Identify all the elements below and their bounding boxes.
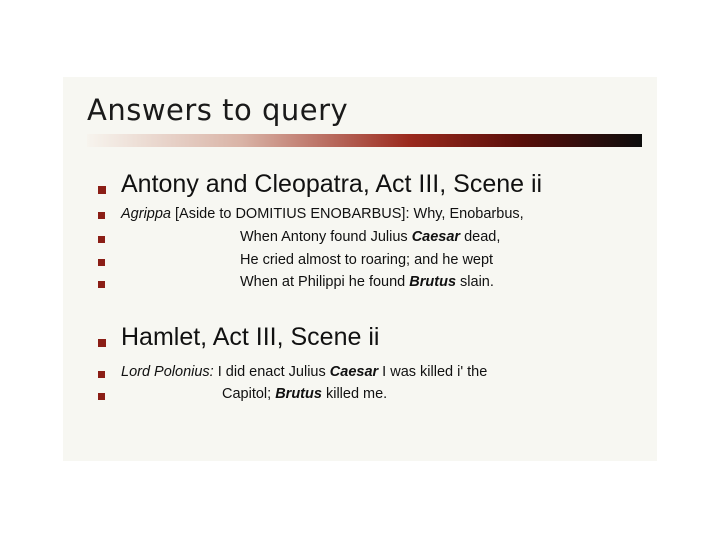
bullet-icon — [98, 393, 105, 400]
section-heading-hamlet: Hamlet, Act III, Scene ii — [121, 323, 380, 351]
bullet-icon — [98, 259, 105, 266]
speaker-name: Lord Polonius: — [121, 364, 214, 380]
quote-line-3: He cried almost to roaring; and he wept — [240, 252, 494, 268]
title-gradient-bar — [87, 134, 642, 147]
bullet-icon — [98, 371, 105, 378]
quote-text: When at Philippi he found — [240, 274, 410, 290]
quote-text: [Aside to DOMITIUS ENOBARBUS]: Why, Enobarbus, — [170, 206, 524, 222]
slide-title: Answers to query — [87, 93, 349, 127]
quote-text: dead, — [460, 229, 501, 245]
quote-text: Capitol; — [222, 386, 276, 402]
bullet-icon — [98, 339, 106, 347]
quote-line-1 — [121, 206, 524, 222]
quote-text: I did enact Julius — [213, 364, 330, 380]
quote-line-5 — [121, 364, 487, 380]
bullet-icon — [98, 236, 105, 243]
section-heading-antony: Antony and Cleopatra, Act III, Scene ii — [121, 170, 543, 198]
quote-text: slain. — [456, 274, 494, 290]
emphasis-name: Brutus — [275, 386, 322, 402]
emphasis-name: Caesar — [411, 229, 461, 245]
speaker-name: Agrippa — [121, 206, 171, 222]
quote-line-6 — [222, 386, 387, 402]
quote-text: I was killed i' the — [378, 364, 488, 380]
quote-line-4 — [240, 274, 494, 290]
quote-text: killed me. — [321, 386, 388, 402]
emphasis-name: Brutus — [409, 274, 457, 290]
bullet-icon — [98, 281, 105, 288]
slide — [63, 77, 657, 461]
emphasis-name: Caesar — [329, 364, 379, 380]
bullet-icon — [98, 212, 105, 219]
bullet-icon — [98, 186, 106, 194]
quote-line-2 — [240, 229, 500, 245]
quote-text: When Antony found Julius — [240, 229, 412, 245]
